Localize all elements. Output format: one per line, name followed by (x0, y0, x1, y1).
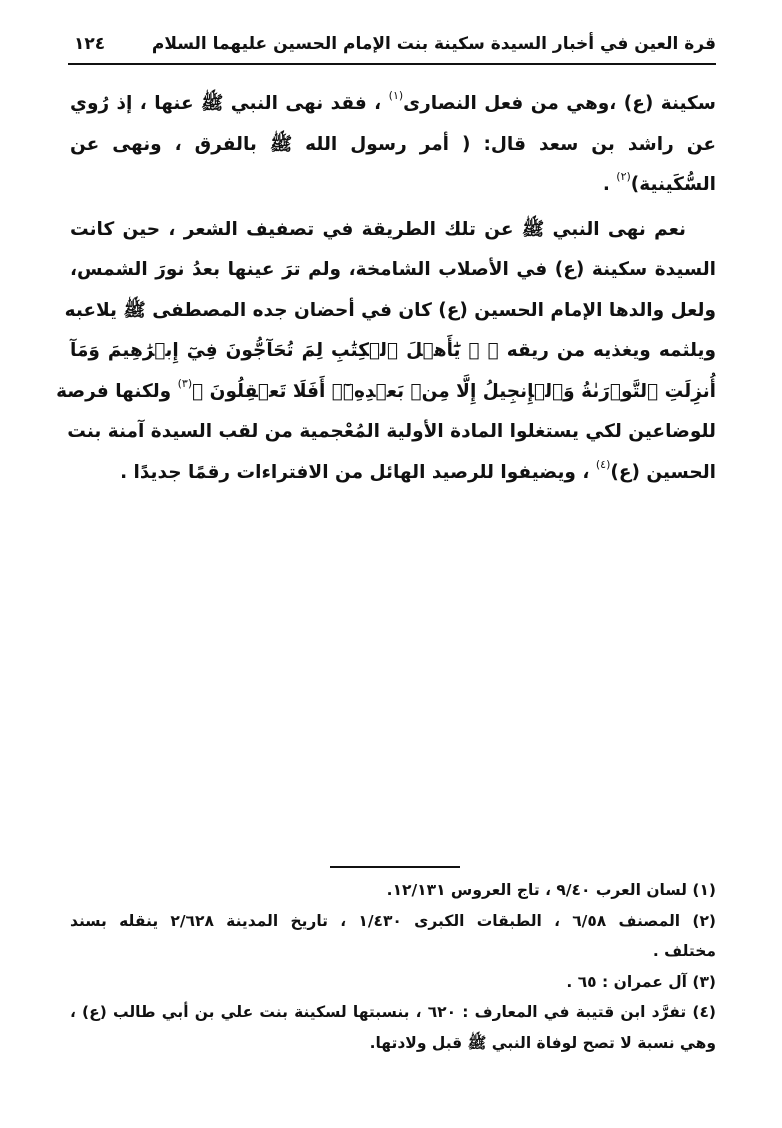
quran-verse-text: ويلثمه ويغذيه من ريقه ﷺ ﴿ يَٰٓأَهۡلَ ٱلۡكِتَٰبِ لِمَ تُحَآجُّونَ فِيٓ إِبۡرَٰهِيمَ وَمَآ (70, 340, 716, 361)
text-line (67, 412, 716, 453)
text-segment: السيدة سكينة (ع) في الأصلاب الشامخة، ولم ترَ عينها بعدُ نورَ الشمس، (70, 259, 716, 280)
running-header (70, 30, 716, 60)
footnote-2-cont: مختلف . (652, 942, 716, 960)
header-rule (68, 63, 716, 65)
text-segment: سكينة (ع) ،وهي من فعل النصارى (403, 93, 716, 114)
text-line (70, 165, 716, 206)
footnote-3: (٣) آل عمران : ٦٥ . (566, 972, 716, 991)
text-segment: ، ويضيفوا للرصيد الهائل من الافتراءات رقمًا جديدًا . (120, 461, 590, 483)
main-text (56, 84, 716, 493)
text-segment: ولعل والدها الإمام الحسين (ع) كان في أحضان جده المصطفى ﷺ يلاعبه (64, 299, 716, 321)
text-segment: عن راشد بن سعد قال: ( أمر رسول الله ﷺ بالفرق ، ونهى عن (70, 133, 716, 155)
text-line (70, 453, 716, 494)
text-segment: السُّكَينية) (630, 174, 716, 195)
footnote-2: (٢) المصنف ٦/٥٨ ، الطبقات الكبرى ١/٤٣٠ ، تاريخ المدينة ٢/٦٢٨ ينقله بسند (70, 911, 716, 930)
text-segment: ، فقد نهى النبي ﷺ عنها ، إذ رُوي (70, 93, 382, 114)
text-line (64, 291, 716, 332)
text-line (70, 250, 716, 291)
text-line (70, 331, 716, 372)
footnote-ref[interactable]: (٢) (616, 170, 631, 183)
text-line (70, 210, 716, 251)
footnote-1: (١) لسان العرب ٩/٤٠ ، تاج العروس ١٢/١٣١. (386, 881, 716, 899)
footnote-ref[interactable]: (٣) (177, 376, 193, 390)
footnote-4: (٤) تفرَّد ابن قتيبة في المعارف : ٦٢٠ ، بنسبتها لسكينة بنت علي بن أبي طالب (ع) ، (70, 1003, 716, 1021)
footnote-4-cont: وهي نسبة لا تصح لوفاة النبي ﷺ قبل ولادتها. (369, 1033, 716, 1052)
text-segment: نعم نهى النبي ﷺ عن تلك الطريقة في تصفيف الشعر ، حين كانت (70, 218, 686, 240)
footnote-separator (330, 866, 460, 868)
text-line (70, 84, 716, 125)
text-line (56, 372, 716, 413)
footnote-ref[interactable]: (١) (388, 89, 404, 102)
text-segment: . (602, 174, 617, 195)
text-segment: ولكنها فرصة (56, 380, 178, 402)
footnote-ref[interactable]: (٤) (595, 457, 611, 471)
footnotes (70, 875, 716, 1058)
text-segment: الحسين (ع) (610, 461, 716, 483)
page-number: ١٢٤ (74, 34, 106, 54)
text-line (70, 125, 716, 166)
quran-verse-text: أُنزِلَتِ ٱلتَّوۡرَىٰةُ وَٱلۡإِنجِيلُ إِلَّا مِنۢ بَعۡدِهِۦٓۚ أَفَلَا تَعۡقِلُونَ ﴾ (192, 380, 716, 402)
book-title: قرة العين في أخبار السيدة سكينة بنت الإمام الحسين عليهما السلام (151, 34, 716, 54)
text-segment: للوضاعين لكي يستغلوا المادة الأولية المُعْجمية من لقب السيدة آمنة بنت (67, 421, 716, 442)
